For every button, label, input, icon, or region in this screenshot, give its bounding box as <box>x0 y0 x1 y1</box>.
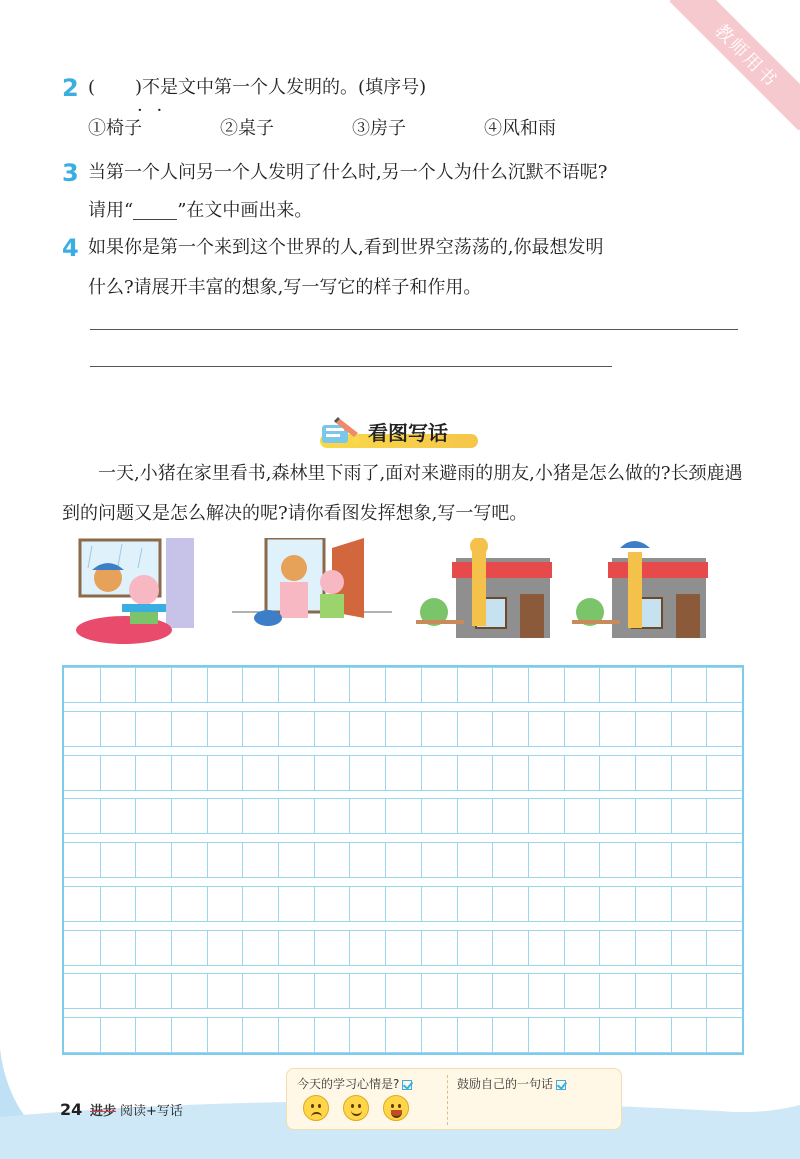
grid-cell-divider <box>135 668 136 702</box>
section-title: 看图写话 <box>368 420 448 445</box>
grid-cell-divider <box>171 974 172 1008</box>
grid-cell-divider <box>207 843 208 877</box>
grid-cell-divider <box>100 799 101 833</box>
grid-cell-divider <box>706 931 707 965</box>
grid-cell-divider <box>278 1018 279 1052</box>
grid-cell-divider <box>635 887 636 921</box>
grid-cell-divider <box>706 712 707 746</box>
grid-cell-divider <box>278 668 279 702</box>
grid-cell-divider <box>564 668 565 702</box>
grid-cell-divider <box>385 843 386 877</box>
grid-cell-divider <box>100 712 101 746</box>
grid-cell-divider <box>171 887 172 921</box>
grid-cell-divider <box>599 1018 600 1052</box>
watermark-text: 教师用书 <box>710 20 782 92</box>
grid-cell-divider <box>314 931 315 965</box>
grid-cell-divider <box>564 931 565 965</box>
grid-cell-divider <box>207 887 208 921</box>
grid-cell-divider <box>706 1018 707 1052</box>
grid-cell-divider <box>492 1018 493 1052</box>
grid-cell-divider <box>564 712 565 746</box>
grid-cell-divider <box>492 974 493 1008</box>
check-icon <box>402 1080 412 1090</box>
grid-cell-divider <box>385 887 386 921</box>
grid-row[interactable] <box>64 1017 742 1053</box>
grid-cell-divider <box>564 974 565 1008</box>
grid-cell-divider <box>242 1018 243 1052</box>
sad-face-icon[interactable] <box>303 1095 329 1121</box>
grid-cell-divider <box>706 843 707 877</box>
grid-cell-divider <box>100 668 101 702</box>
grid-cell-divider <box>349 931 350 965</box>
writing-icon <box>318 413 364 449</box>
grid-cell-divider <box>135 756 136 790</box>
grid-cell-divider <box>278 756 279 790</box>
q3-line-2-pre: 请用“ <box>88 200 134 221</box>
grid-cell-divider <box>671 887 672 921</box>
grid-cell-divider <box>528 931 529 965</box>
grid-cell-divider <box>599 974 600 1008</box>
giraffe-in-rain-picture <box>416 538 552 648</box>
question-2 <box>62 70 752 106</box>
grid-cell-divider <box>171 1018 172 1052</box>
grid-cell-divider <box>564 887 565 921</box>
grid-cell-divider <box>421 756 422 790</box>
happy-face-icon[interactable] <box>383 1095 409 1121</box>
grid-cell-divider <box>421 712 422 746</box>
grid-cell-divider <box>706 799 707 833</box>
grid-row[interactable] <box>64 711 742 747</box>
grid-cell-divider <box>314 756 315 790</box>
grid-cell-divider <box>242 974 243 1008</box>
grid-cell-divider <box>100 1018 101 1052</box>
grid-cell-divider <box>171 712 172 746</box>
grid-cell-divider <box>207 799 208 833</box>
grid-cell-divider <box>492 931 493 965</box>
grid-cell-divider <box>492 843 493 877</box>
grid-cell-divider <box>349 712 350 746</box>
grid-cell-divider <box>599 712 600 746</box>
grid-row[interactable] <box>64 973 742 1009</box>
grid-cell-divider <box>385 1018 386 1052</box>
grid-cell-divider <box>635 931 636 965</box>
grid-cell-divider <box>421 887 422 921</box>
grid-cell-divider <box>207 756 208 790</box>
writing-grid[interactable] <box>62 665 744 1055</box>
grid-cell-divider <box>100 974 101 1008</box>
q2-options <box>88 114 616 140</box>
grid-cell-divider <box>314 1018 315 1052</box>
option-2[interactable]: ②桌子 <box>220 118 274 139</box>
grid-cell-divider <box>599 843 600 877</box>
grid-row[interactable] <box>64 886 742 922</box>
grid-cell-divider <box>171 799 172 833</box>
option-3[interactable]: ③房子 <box>352 118 406 139</box>
grid-cell-divider <box>207 974 208 1008</box>
grid-cell-divider <box>135 843 136 877</box>
grid-cell-divider <box>349 799 350 833</box>
grid-cell-divider <box>706 887 707 921</box>
grid-cell-divider <box>349 1018 350 1052</box>
grid-cell-divider <box>528 756 529 790</box>
grid-cell-divider <box>635 799 636 833</box>
grid-cell-divider <box>492 799 493 833</box>
grid-cell-divider <box>349 887 350 921</box>
grid-cell-divider <box>457 712 458 746</box>
friends-at-door-picture <box>232 538 392 648</box>
grid-cell-divider <box>492 668 493 702</box>
question-number: 2 <box>62 74 79 102</box>
grid-row[interactable] <box>64 667 742 703</box>
grid-cell-divider <box>671 931 672 965</box>
grid-cell-divider <box>564 756 565 790</box>
mood-question: 今天的学习心情是? <box>297 1077 400 1091</box>
grid-cell-divider <box>599 668 600 702</box>
grid-cell-divider <box>457 1018 458 1052</box>
grid-cell-divider <box>457 931 458 965</box>
q2-paren: ( <box>88 77 96 98</box>
grid-cell-divider <box>635 843 636 877</box>
underline-sample <box>133 202 177 220</box>
grid-cell-divider <box>528 974 529 1008</box>
grid-cell-divider <box>135 712 136 746</box>
brand-text: 阅读+写话 <box>120 1104 183 1119</box>
grid-cell-divider <box>385 799 386 833</box>
picture-strip <box>62 538 722 648</box>
grid-cell-divider <box>349 843 350 877</box>
grid-cell-divider <box>457 756 458 790</box>
teacher-edition-ribbon <box>670 0 800 130</box>
grid-cell-divider <box>706 668 707 702</box>
grid-cell-divider <box>385 974 386 1008</box>
grid-cell-divider <box>385 668 386 702</box>
grid-cell-divider <box>349 756 350 790</box>
section-intro: 一天,小猪在家里看书,森林里下雨了,面对来避雨的朋友,小猪是怎么做的?长颈鹿遇到的问题又是怎么解决的呢?请你看图发挥想象,写一写吧。 <box>62 463 743 524</box>
grid-cell-divider <box>457 843 458 877</box>
grid-cell-divider <box>457 887 458 921</box>
grid-cell-divider <box>135 931 136 965</box>
grid-row[interactable] <box>64 930 742 966</box>
grid-cell-divider <box>314 668 315 702</box>
grid-cell-divider <box>528 887 529 921</box>
grid-cell-divider <box>457 974 458 1008</box>
grid-cell-divider <box>135 799 136 833</box>
grid-cell-divider <box>207 668 208 702</box>
grid-cell-divider <box>528 843 529 877</box>
q3-line-1: 当第一个人问另一个人发明了什么时,另一个人为什么沉默不语呢? <box>88 162 608 183</box>
grid-cell-divider <box>635 974 636 1008</box>
question-number: 4 <box>62 234 79 262</box>
encourage-label: 鼓励自己的一句话 <box>457 1077 554 1091</box>
grid-cell-divider <box>242 712 243 746</box>
grid-cell-divider <box>171 668 172 702</box>
grid-cell-divider <box>385 756 386 790</box>
question-4 <box>62 230 752 306</box>
grid-cell-divider <box>207 931 208 965</box>
grid-cell-divider <box>671 1018 672 1052</box>
grid-cell-divider <box>242 843 243 877</box>
grid-cell-divider <box>242 931 243 965</box>
grid-cell-divider <box>564 799 565 833</box>
q2-text: )不是文中第一个人发明的。(填序号) · · <box>135 77 426 98</box>
grid-cell-divider <box>599 799 600 833</box>
grid-cell-divider <box>278 843 279 877</box>
grid-cell-divider <box>528 668 529 702</box>
edit-icon <box>556 1080 566 1090</box>
grid-cell-divider <box>135 1018 136 1052</box>
grid-cell-divider <box>599 756 600 790</box>
q3-line-2-post: ”在文中画出来。 <box>177 200 313 221</box>
grid-cell-divider <box>278 799 279 833</box>
grid-cell-divider <box>635 712 636 746</box>
grid-cell-divider <box>599 887 600 921</box>
grid-cell-divider <box>492 756 493 790</box>
question-3 <box>62 155 752 229</box>
smile-face-icon[interactable] <box>343 1095 369 1121</box>
grid-cell-divider <box>314 712 315 746</box>
grid-cell-divider <box>635 668 636 702</box>
grid-cell-divider <box>349 974 350 1008</box>
grid-cell-divider <box>100 931 101 965</box>
grid-cell-divider <box>528 1018 529 1052</box>
grid-cell-divider <box>100 843 101 877</box>
grid-cell-divider <box>385 712 386 746</box>
grid-cell-divider <box>671 799 672 833</box>
grid-cell-divider <box>421 799 422 833</box>
option-4[interactable]: ④风和雨 <box>484 118 556 139</box>
grid-cell-divider <box>421 843 422 877</box>
grid-cell-divider <box>492 712 493 746</box>
grid-cell-divider <box>171 843 172 877</box>
grid-cell-divider <box>671 712 672 746</box>
grid-cell-divider <box>207 712 208 746</box>
grid-cell-divider <box>635 1018 636 1052</box>
grid-cell-divider <box>528 799 529 833</box>
grid-cell-divider <box>635 756 636 790</box>
grid-cell-divider <box>135 887 136 921</box>
grid-cell-divider <box>242 668 243 702</box>
q4-line-2: 什么?请展开丰富的想象,写一写它的样子和作用。 <box>88 277 482 298</box>
grid-cell-divider <box>421 668 422 702</box>
grid-cell-divider <box>671 974 672 1008</box>
grid-cell-divider <box>599 931 600 965</box>
grid-cell-divider <box>671 843 672 877</box>
grid-cell-divider <box>314 887 315 921</box>
question-number: 3 <box>62 159 79 187</box>
grid-cell-divider <box>100 887 101 921</box>
brand-logo: 进步 <box>90 1104 117 1119</box>
pig-reading-window-picture <box>62 538 202 648</box>
grid-cell-divider <box>242 799 243 833</box>
giraffe-with-hat-picture <box>572 538 708 648</box>
q4-line-1: 如果你是第一个来到这个世界的人,看到世界空荡荡的,你最想发明 <box>88 237 604 258</box>
grid-cell-divider <box>171 756 172 790</box>
option-1[interactable]: ①椅子 <box>88 118 142 139</box>
grid-row[interactable] <box>64 798 742 834</box>
grid-cell-divider <box>314 799 315 833</box>
grid-cell-divider <box>278 712 279 746</box>
page-number: 24 <box>60 1100 83 1119</box>
grid-row[interactable] <box>64 755 742 791</box>
grid-cell-divider <box>564 1018 565 1052</box>
brand <box>90 1100 183 1119</box>
answer-line-1[interactable] <box>90 329 738 330</box>
grid-cell-divider <box>421 931 422 965</box>
grid-cell-divider <box>528 712 529 746</box>
grid-cell-divider <box>207 1018 208 1052</box>
grid-cell-divider <box>349 668 350 702</box>
answer-line-2[interactable] <box>90 366 612 367</box>
grid-cell-divider <box>278 974 279 1008</box>
grid-cell-divider <box>314 974 315 1008</box>
grid-cell-divider <box>457 799 458 833</box>
grid-cell-divider <box>100 756 101 790</box>
grid-cell-divider <box>278 931 279 965</box>
grid-cell-divider <box>278 887 279 921</box>
grid-cell-divider <box>457 668 458 702</box>
grid-cell-divider <box>564 843 565 877</box>
grid-cell-divider <box>671 668 672 702</box>
grid-cell-divider <box>135 974 136 1008</box>
grid-cell-divider <box>706 974 707 1008</box>
mood-panel <box>286 1068 622 1130</box>
grid-cell-divider <box>421 1018 422 1052</box>
grid-cell-divider <box>421 974 422 1008</box>
grid-cell-divider <box>706 756 707 790</box>
grid-cell-divider <box>492 887 493 921</box>
grid-cell-divider <box>242 887 243 921</box>
grid-cell-divider <box>171 931 172 965</box>
section-header <box>318 412 478 450</box>
grid-row[interactable] <box>64 842 742 878</box>
grid-cell-divider <box>314 843 315 877</box>
grid-cell-divider <box>385 931 386 965</box>
grid-cell-divider <box>242 756 243 790</box>
grid-cell-divider <box>671 756 672 790</box>
